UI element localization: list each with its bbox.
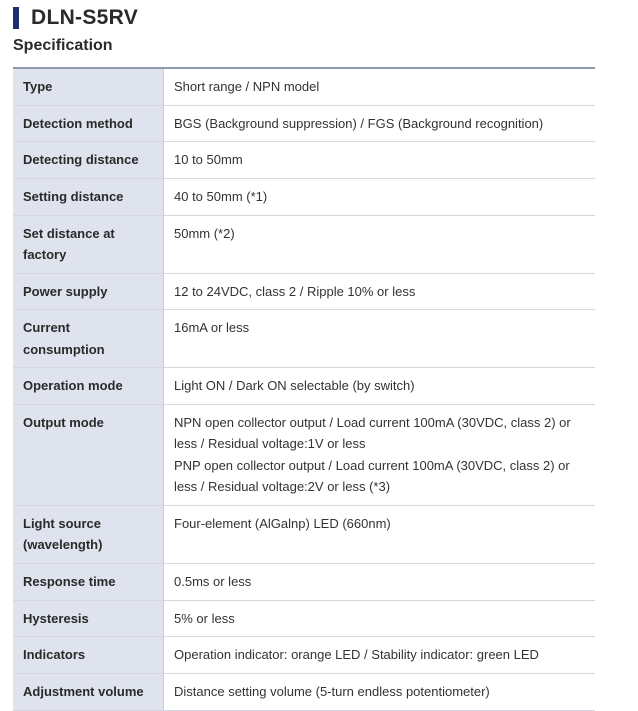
page-header xyxy=(13,6,138,30)
table-row xyxy=(13,179,595,216)
table-row xyxy=(13,68,595,105)
table-row xyxy=(13,404,595,505)
row-label: Response time xyxy=(13,563,164,600)
page-title: DLN-S5RV xyxy=(31,6,139,29)
row-label: Adjustment volume xyxy=(13,674,164,711)
row-value: Light ON / Dark ON selectable (by switch) xyxy=(164,368,596,405)
table-row xyxy=(13,563,595,600)
row-value: Operation indicator: orange LED / Stability indicator: green LED xyxy=(164,637,596,674)
row-label: Type xyxy=(13,68,164,105)
row-value: 50mm (*2) xyxy=(164,215,596,273)
table-row xyxy=(13,600,595,637)
row-value: Distance setting volume (5-turn endless potentiometer) xyxy=(164,674,596,711)
row-label: Set distance at factory xyxy=(13,215,164,273)
row-label: Operation mode xyxy=(13,368,164,405)
row-value: BGS (Background suppression) / FGS (Background recognition) xyxy=(164,105,596,142)
title-accent-bar xyxy=(13,7,19,29)
row-label: Indicators xyxy=(13,637,164,674)
section-heading: Specification xyxy=(13,37,113,54)
row-label: Setting distance xyxy=(13,179,164,216)
row-value: 0.5ms or less xyxy=(164,563,596,600)
table-row xyxy=(13,505,595,563)
row-value: 5% or less xyxy=(164,600,596,637)
output-mode-npn: NPN open collector output / Load current 100mA (30VDC, class 2) or less / Residual voltage:1V or less xyxy=(174,414,571,451)
row-label: Output mode xyxy=(13,404,164,505)
row-value: 12 to 24VDC, class 2 / Ripple 10% or less xyxy=(164,273,596,310)
row-label: Hysteresis xyxy=(13,600,164,637)
row-value: 16mA or less xyxy=(164,310,596,368)
row-label: Detection method xyxy=(13,105,164,142)
table-row xyxy=(13,105,595,142)
specification-table xyxy=(13,67,595,711)
table-row xyxy=(13,215,595,273)
row-label: Current consumption xyxy=(13,310,164,368)
output-mode-pnp: PNP open collector output / Load current 100mA (30VDC, class 2) or less / Residual voltage:2V or less (*3) xyxy=(174,457,570,494)
table-row xyxy=(13,142,595,179)
row-label: Detecting distance xyxy=(13,142,164,179)
row-value: Short range / NPN model xyxy=(164,68,596,105)
row-value: Four-element (AlGalnp) LED (660nm) xyxy=(164,505,596,563)
table-row xyxy=(13,674,595,711)
row-label: Power supply xyxy=(13,273,164,310)
table-row xyxy=(13,310,595,368)
row-label: Light source (wavelength) xyxy=(13,505,164,563)
table-row xyxy=(13,637,595,674)
row-value: 10 to 50mm xyxy=(164,142,596,179)
table-row xyxy=(13,368,595,405)
row-value: 40 to 50mm (*1) xyxy=(164,179,596,216)
row-value xyxy=(164,404,596,505)
table-row xyxy=(13,273,595,310)
